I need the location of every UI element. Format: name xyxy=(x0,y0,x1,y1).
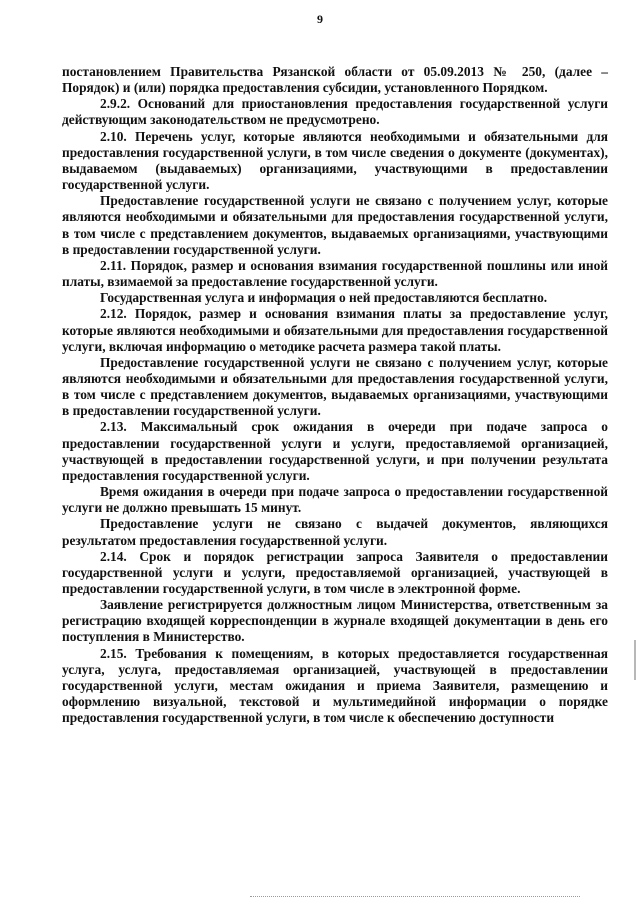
paragraph-2-12: 2.12. Порядок, размер и основания взимания платы за предоставление услуг, которые являются необходимыми и обязательными для предоставления государственной услуги, включая информацию о методике расчета размера такой платы. xyxy=(62,306,608,354)
scan-edge-mark xyxy=(634,640,636,680)
footer-divider xyxy=(250,896,580,897)
paragraph-2-10-text: Предоставление государственной услуги не связано с получением услуг, которые являются необходимыми и обязательными для предоставления государственной услуги, в том числе с представлением документов, выдаваемых организациями, участвующими в предоставлении государственной услуги. xyxy=(62,193,608,257)
paragraph-continuation: постановлением Правительства Рязанской области от 05.09.2013 № 250, (далее – Порядок) и (или) порядка предоставления субсидии, установленного Порядком. xyxy=(62,64,608,96)
paragraph-2-11-text: Государственная услуга и информация о ней предоставляются бесплатно. xyxy=(100,290,548,306)
paragraph-2-10: 2.10. Перечень услуг, которые являются необходимыми и обязательными для предоставления государственной услуги, в том числе сведения о документе (документах), выдаваемом (выдаваемых) организациями, участвующими в предоставлении государственной услуги. xyxy=(62,128,608,193)
document-body xyxy=(62,64,608,726)
paragraph-2-9-2: 2.9.2. Оснований для приостановления предоставления государственной услуги действующим законодательством не предусмотрено. xyxy=(62,96,608,128)
paragraph-2-13-wait-time: Время ожидания в очереди при подаче запроса о предоставлении государственной услуги не должно превышать 15 минут. xyxy=(62,484,608,516)
paragraph-2-14: 2.14. Срок и порядок регистрации запроса Заявителя о предоставлении государственной услуги и услуги, предоставляемой организацией, участвующей в предоставлении государственной услуги, в том числе в электронной форме. xyxy=(62,548,608,596)
page-number: 9 xyxy=(317,12,323,26)
paragraph-2-11: 2.11. Порядок, размер и основания взимания государственной пошлины или иной платы, взимаемой за предоставление государственной услуги. xyxy=(62,257,608,290)
paragraph-2-13: 2.13. Максимальный срок ожидания в очереди при подаче запроса о предоставлении государственной услуги и услуги, предоставляемой организацией, участвующей в предоставлении государственной услуги, и при получении результата предоставления государственной услуги. xyxy=(62,419,608,483)
paragraph-2-14-text: Заявление регистрируется должностным лицом Министерства, ответственным за регистрацию входящей корреспонденции в журнале входящей документации в день его поступления в Министерство. xyxy=(62,597,608,645)
paragraph-2-13-result: Предоставление услуги не связано с выдачей документов, являющихся результатом предоставления государственной услуги. xyxy=(62,516,608,548)
paragraph-2-12-text: Предоставление государственной услуги не связано с получением услуг, которые являются необходимыми и обязательными для предоставления государственной услуги, в том числе с представлением документов, выдаваемых организациями, участвующими в предоставлении государственной услуги. xyxy=(62,354,608,419)
paragraph-2-15: 2.15. Требования к помещениям, в которых предоставляется государственная услуга, услуга, предоставляемая организацией, участвующей в предоставлении государственной услуги, местам ожидания и приема Заявителя, размещению и оформлению визуальной, текстовой и мультимедийной информации о порядке предоставления государственной услуги, в том числе к обеспечению доступности xyxy=(62,645,608,726)
